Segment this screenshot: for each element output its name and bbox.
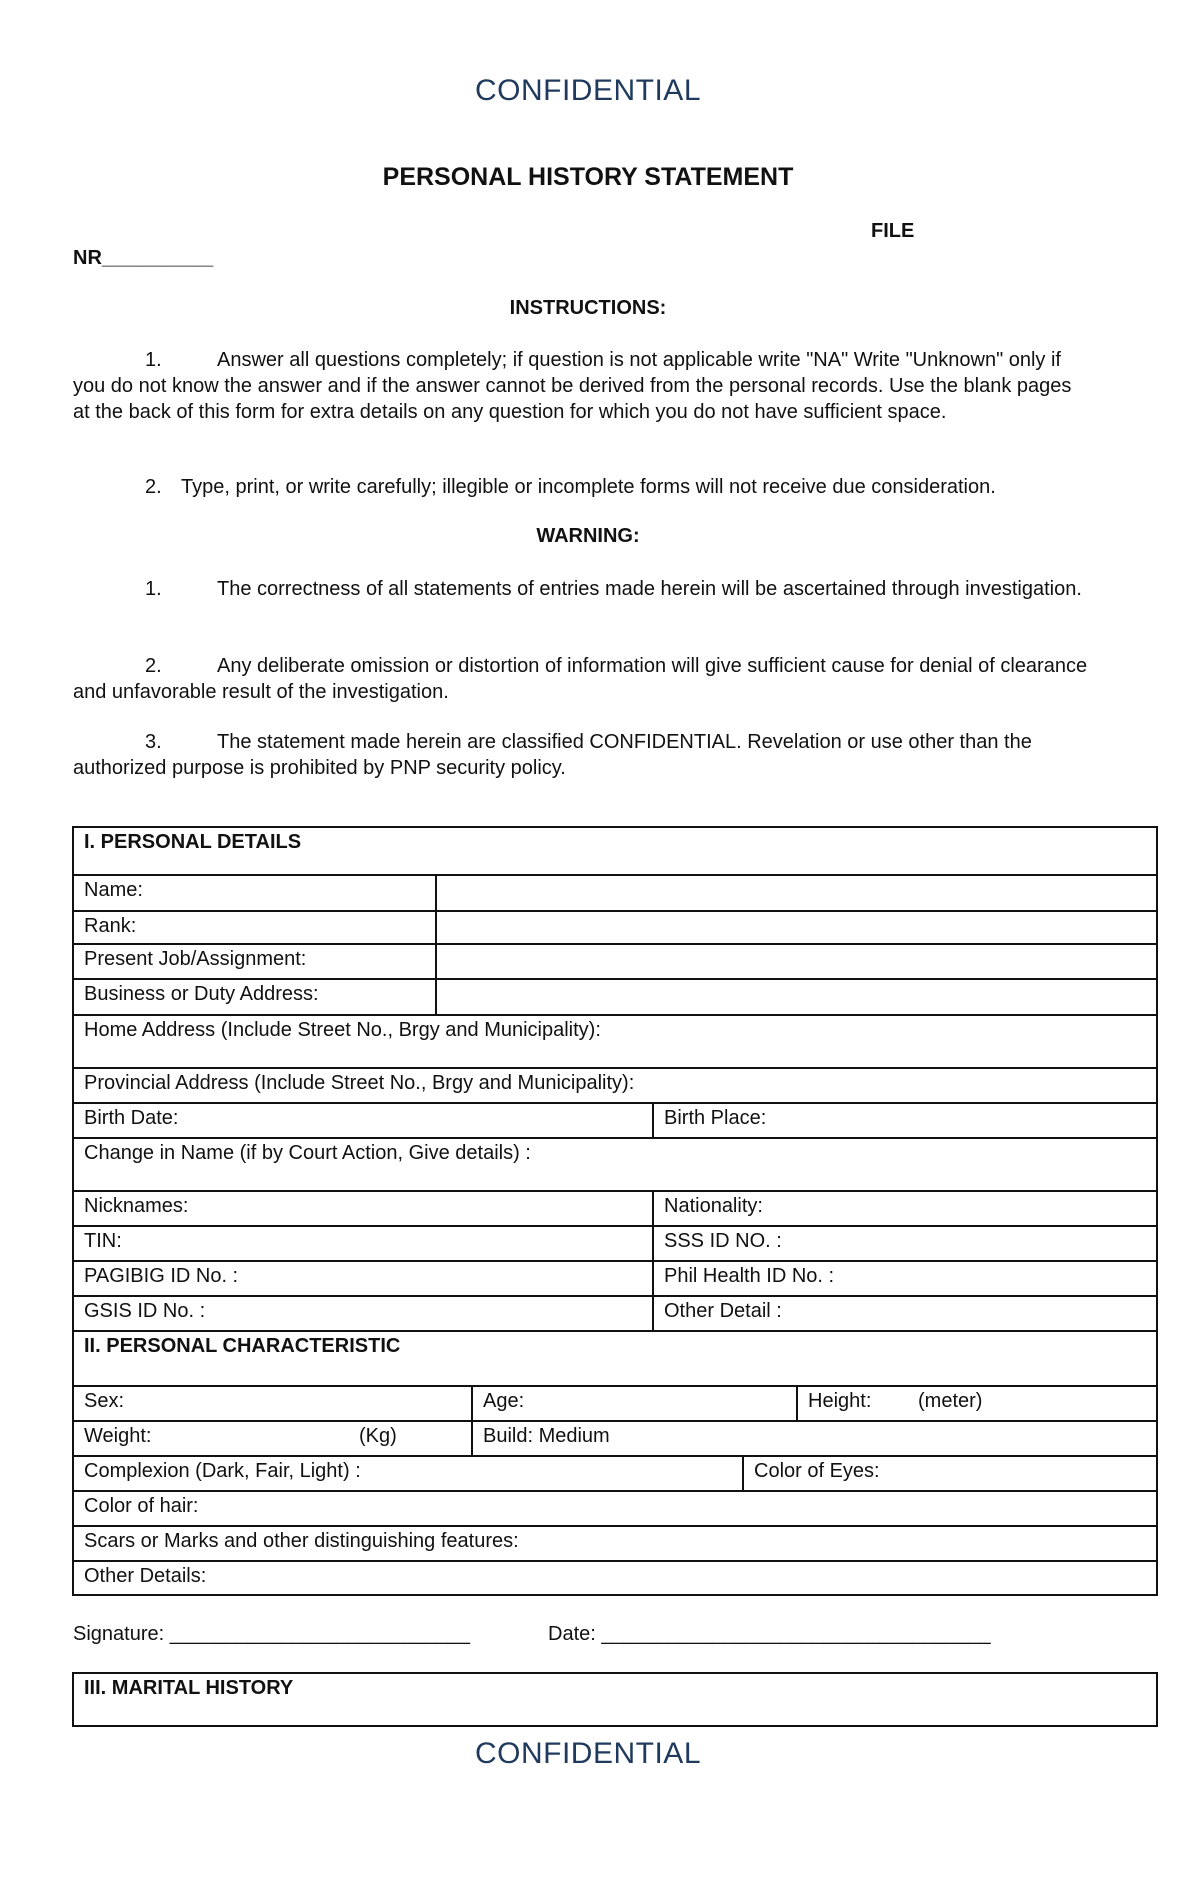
change-name-row[interactable] — [74, 1139, 1156, 1192]
other-details-row[interactable] — [74, 1562, 1156, 1594]
file-label: FILE — [871, 220, 915, 242]
rank-row — [74, 912, 1156, 945]
instruction-item-2 — [73, 474, 1093, 500]
birth-date-label: Birth Date: — [84, 1107, 179, 1129]
section-1-header — [74, 828, 1156, 876]
change-name-label: Change in Name (if by Court Action, Give details) : — [84, 1142, 531, 1164]
birth-place-label: Birth Place: — [664, 1107, 767, 1129]
build-label: Build: Medium — [483, 1425, 610, 1447]
instruction-1-text: Answer all questions completely; if question is not applicable write "NA" Write "Unknown" only if you do not know the answer and if the answer cannot be derived from the personal records. Use the blank pages at the back of this form for extra details on any question for which you do not have sufficient space. — [73, 349, 1072, 423]
job-field[interactable] — [435, 945, 1156, 978]
confidential-footer: CONFIDENTIAL — [474, 1737, 702, 1770]
job-row — [74, 945, 1156, 980]
weight-field[interactable] — [74, 1422, 471, 1455]
nicknames-field[interactable] — [74, 1192, 652, 1225]
instruction-2-number: 2. — [145, 476, 162, 498]
business-address-row — [74, 980, 1156, 1016]
warning-3-text: The statement made herein are classified CONFIDENTIAL. Revelation or use other than the authorized purpose is prohibited by PNP security policy. — [73, 731, 1032, 779]
birth-place-field[interactable] — [652, 1104, 1156, 1137]
height-label: Height: — [808, 1390, 872, 1412]
build-field[interactable] — [471, 1422, 1156, 1455]
weight-unit: (Kg) — [359, 1425, 397, 1447]
personal-details-form — [72, 826, 1158, 1596]
birth-date-field[interactable] — [74, 1104, 652, 1137]
tin-field[interactable] — [74, 1227, 652, 1260]
section-3-title: III. MARITAL HISTORY — [84, 1677, 294, 1699]
age-label: Age: — [483, 1390, 525, 1412]
warning-heading: WARNING: — [536, 525, 640, 547]
warning-1-number: 1. — [145, 578, 162, 600]
warning-item-1 — [73, 576, 1093, 602]
gsis-row — [74, 1297, 1156, 1332]
home-address-row[interactable] — [74, 1016, 1156, 1069]
birth-row — [74, 1104, 1156, 1139]
eye-color-field[interactable] — [742, 1457, 1156, 1490]
provincial-address-label: Provincial Address (Include Street No., Brgy and Municipality): — [84, 1072, 635, 1094]
scars-row[interactable] — [74, 1527, 1156, 1562]
eye-color-label: Color of Eyes: — [754, 1460, 880, 1482]
instructions-heading: INSTRUCTIONS: — [509, 297, 667, 319]
nicknames-label: Nicknames: — [84, 1195, 189, 1217]
job-label: Present Job/Assignment: — [84, 948, 307, 970]
section-2-header — [74, 1332, 1156, 1387]
sss-field[interactable] — [652, 1227, 1156, 1260]
business-address-label: Business or Duty Address: — [84, 983, 319, 1005]
philhealth-label: Phil Health ID No. : — [664, 1265, 835, 1287]
warning-3-number: 3. — [145, 731, 162, 753]
document-title: PERSONAL HISTORY STATEMENT — [382, 163, 794, 191]
file-number-field: NR__________ — [73, 247, 214, 269]
age-field[interactable] — [471, 1387, 796, 1420]
height-unit: (meter) — [918, 1390, 983, 1412]
complexion-field[interactable] — [74, 1457, 742, 1490]
name-label: Name: — [84, 879, 143, 901]
rank-label: Rank: — [84, 915, 137, 937]
pagibig-label: PAGIBIG ID No. : — [84, 1265, 239, 1287]
complexion-label: Complexion (Dark, Fair, Light) : — [84, 1460, 361, 1482]
complexion-row — [74, 1457, 1156, 1492]
business-address-field[interactable] — [435, 980, 1156, 1014]
signature-line[interactable]: Signature: ___________________________ — [73, 1623, 471, 1645]
instruction-item-1 — [73, 347, 1093, 425]
name-row — [74, 876, 1156, 912]
weight-label: Weight: — [84, 1425, 152, 1447]
other-details-label: Other Details: — [84, 1565, 207, 1587]
instruction-1-number: 1. — [145, 349, 162, 371]
scars-label: Scars or Marks and other distinguishing features: — [84, 1530, 519, 1552]
nationality-label: Nationality: — [664, 1195, 763, 1217]
rank-field[interactable] — [435, 912, 1156, 943]
home-address-label: Home Address (Include Street No., Brgy and Municipality): — [84, 1019, 601, 1041]
tin-row — [74, 1227, 1156, 1262]
sex-field[interactable] — [74, 1387, 471, 1420]
section-2-title: II. PERSONAL CHARACTERISTIC — [84, 1335, 401, 1357]
provincial-address-row[interactable] — [74, 1069, 1156, 1104]
other-detail-field[interactable] — [652, 1297, 1156, 1330]
hair-color-row[interactable] — [74, 1492, 1156, 1527]
confidential-header: CONFIDENTIAL — [474, 74, 702, 107]
other-detail-label: Other Detail : — [664, 1300, 782, 1322]
tin-label: TIN: — [84, 1230, 122, 1252]
height-field[interactable] — [796, 1387, 1156, 1420]
date-line[interactable]: Date: ___________________________________ — [548, 1623, 991, 1645]
warning-1-text: The correctness of all statements of entries made herein will be ascertained through investigation. — [217, 578, 1082, 600]
sss-label: SSS ID NO. : — [664, 1230, 782, 1252]
nationality-field[interactable] — [652, 1192, 1156, 1225]
sex-label: Sex: — [84, 1390, 125, 1412]
marital-history-box — [72, 1672, 1158, 1727]
pagibig-row — [74, 1262, 1156, 1297]
philhealth-field[interactable] — [652, 1262, 1156, 1295]
warning-2-text: Any deliberate omission or distortion of information will give sufficient cause for denial of clearance and unfavorable result of the investigation. — [73, 655, 1088, 703]
gsis-field[interactable] — [74, 1297, 652, 1330]
nickname-row — [74, 1192, 1156, 1227]
name-field[interactable] — [435, 876, 1156, 910]
warning-2-number: 2. — [145, 655, 162, 677]
warning-item-2 — [73, 653, 1093, 705]
hair-color-label: Color of hair: — [84, 1495, 199, 1517]
pagibig-field[interactable] — [74, 1262, 652, 1295]
section-1-title: I. PERSONAL DETAILS — [84, 831, 302, 853]
instruction-2-text: Type, print, or write carefully; illegible or incomplete forms will not receive due consideration. — [181, 476, 996, 498]
sex-age-height-row — [74, 1387, 1156, 1422]
weight-build-row — [74, 1422, 1156, 1457]
warning-item-3 — [73, 729, 1093, 781]
gsis-label: GSIS ID No. : — [84, 1300, 206, 1322]
